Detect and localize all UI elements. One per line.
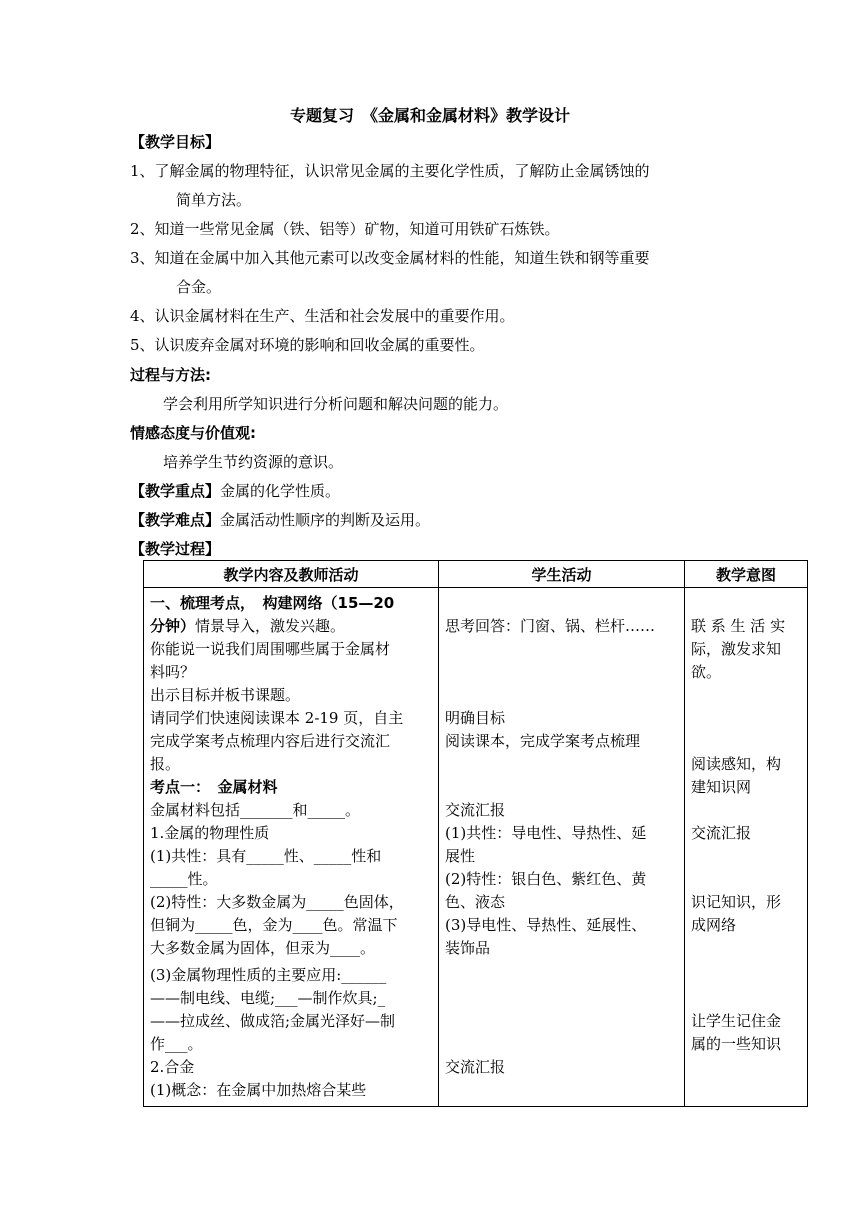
cell-line: 但铜为_____色，金为____色。常温下 (150, 916, 398, 934)
cell-line: 作___。 (150, 1035, 203, 1053)
cell-line: (2)特性：大多数金属为_____色固体， (150, 893, 404, 911)
cell-line: ——拉成丝、做成箔;金属光泽好—制 (150, 1012, 396, 1030)
cell-line: 金属材料包括_______和_____。 (150, 801, 361, 819)
cell-line: ——制电线、电缆;___—制作炊具;_ (150, 989, 386, 1007)
cell-line: 明确目标 (445, 709, 506, 727)
key-point (130, 480, 340, 502)
difficulty (130, 509, 430, 531)
cell-line: 一、梳理考点， 构建网络（15—20 (150, 594, 395, 612)
attitude-heading: 情感态度与价值观: (130, 424, 256, 442)
table-header-row (144, 561, 808, 588)
cell-line: 交流汇报 (445, 1058, 506, 1076)
cell-line: 让学生记住金 (691, 1012, 782, 1030)
cell-line: 阅读课本，完成学案考点梳理 (445, 732, 641, 750)
cell-line: 1.金属的物理性质 (150, 824, 270, 842)
cell-line-bold: 分钟） (150, 617, 196, 635)
difficulty-label: 【教学难点】 (130, 511, 221, 529)
header-teaching-intent: 教学意图 (685, 561, 808, 588)
objective-item: 合金。 (176, 278, 222, 296)
cell-line: 思考回答：门窗、锅、栏杆…… (445, 617, 656, 635)
objective-item: 简单方法。 (176, 191, 252, 209)
key-point-label: 【教学重点】 (130, 482, 221, 500)
header-student-activity: 学生活动 (439, 561, 685, 588)
cell-line: 属的一些知识 (691, 1035, 782, 1053)
cell-line: 考点一： 金属材料 (150, 778, 278, 796)
cell-line: 大多数金属为固体，但汞为____。 (150, 939, 376, 957)
cell-line: 联 系 生 活 实 (691, 617, 786, 635)
objective-item: 5、认识废弃金属对环境的影响和回收金属的重要性。 (130, 336, 485, 354)
cell-line: 料吗？ (150, 663, 196, 681)
cell-line-rest: 情景导入，激发兴趣。 (195, 617, 346, 635)
teacher-activity-cell (144, 588, 439, 1107)
cell-line: 际，激发求知 (691, 640, 782, 658)
cell-line: 请同学们快速阅读课本 2-19 页，自主 (150, 709, 404, 727)
cell-line: 成网络 (691, 916, 737, 934)
cell-line: 出示目标并板书课题。 (150, 686, 301, 704)
cell-line: 展性 (445, 847, 476, 865)
student-activity-cell (439, 588, 685, 1107)
cell-line: 你能说一说我们周围哪些属于金属材 (150, 640, 391, 658)
cell-line: (1)共性：导电性、导热性、延 (445, 824, 647, 842)
cell-line (150, 615, 432, 638)
process-method-heading: 过程与方法: (130, 366, 211, 384)
cell-line: 装饰品 (445, 939, 491, 957)
cell-line: (2)特性：银白色、紫红色、黄 (445, 870, 647, 888)
cell-line: 交流汇报 (691, 824, 752, 842)
cell-line: (3)导电性、导热性、延展性、 (445, 916, 647, 934)
process-heading: 【教学过程】 (130, 540, 221, 558)
objective-item: 1、了解金属的物理特征，认识常见金属的主要化学性质，了解防止金属锈蚀的 (130, 162, 650, 180)
teaching-process-table (143, 560, 808, 1107)
cell-line: (1)概念：在金属中加热熔合某些 (150, 1081, 367, 1099)
key-point-text: 金属的化学性质。 (220, 482, 341, 500)
cell-line: 完成学案考点梳理内容后进行交流汇 (150, 732, 391, 750)
objective-item: 3、知道在金属中加入其他元素可以改变金属材料的性能，知道生铁和钢等重要 (130, 249, 650, 267)
cell-line: 阅读感知，构 (691, 755, 782, 773)
page-title: 专题复习 《金属和金属材料》教学设计 (289, 106, 570, 125)
table-row (144, 588, 808, 1107)
cell-line: 2.合金 (150, 1058, 195, 1076)
cell-line: 识记知识，形 (691, 893, 782, 911)
header-teacher-activity: 教学内容及教师活动 (144, 561, 439, 588)
objective-item: 4、认识金属材料在生产、生活和社会发展中的重要作用。 (130, 307, 515, 325)
difficulty-text: 金属活动性顺序的判断及运用。 (220, 511, 431, 529)
cell-line: 交流汇报 (445, 801, 506, 819)
objective-item: 2、知道一些常见金属（铁、铝等）矿物，知道可用铁矿石炼铁。 (130, 220, 560, 238)
process-method-text: 学会利用所学知识进行分析问题和解决问题的能力。 (163, 395, 509, 413)
cell-line: (1)共性：具有_____性、_____性和 (150, 847, 382, 865)
cell-line: _____性。 (150, 870, 218, 888)
cell-line: (3)金属物理性质的主要应用:______ (150, 966, 387, 984)
cell-line: 建知识网 (691, 778, 752, 796)
cell-line: 色、液态 (445, 893, 506, 911)
cell-line: 欲。 (691, 663, 722, 681)
teaching-intent-cell (685, 588, 808, 1107)
attitude-text: 培养学生节约资源的意识。 (163, 453, 344, 471)
cell-line: 报。 (150, 755, 181, 773)
objectives-heading: 【教学目标】 (130, 133, 221, 151)
